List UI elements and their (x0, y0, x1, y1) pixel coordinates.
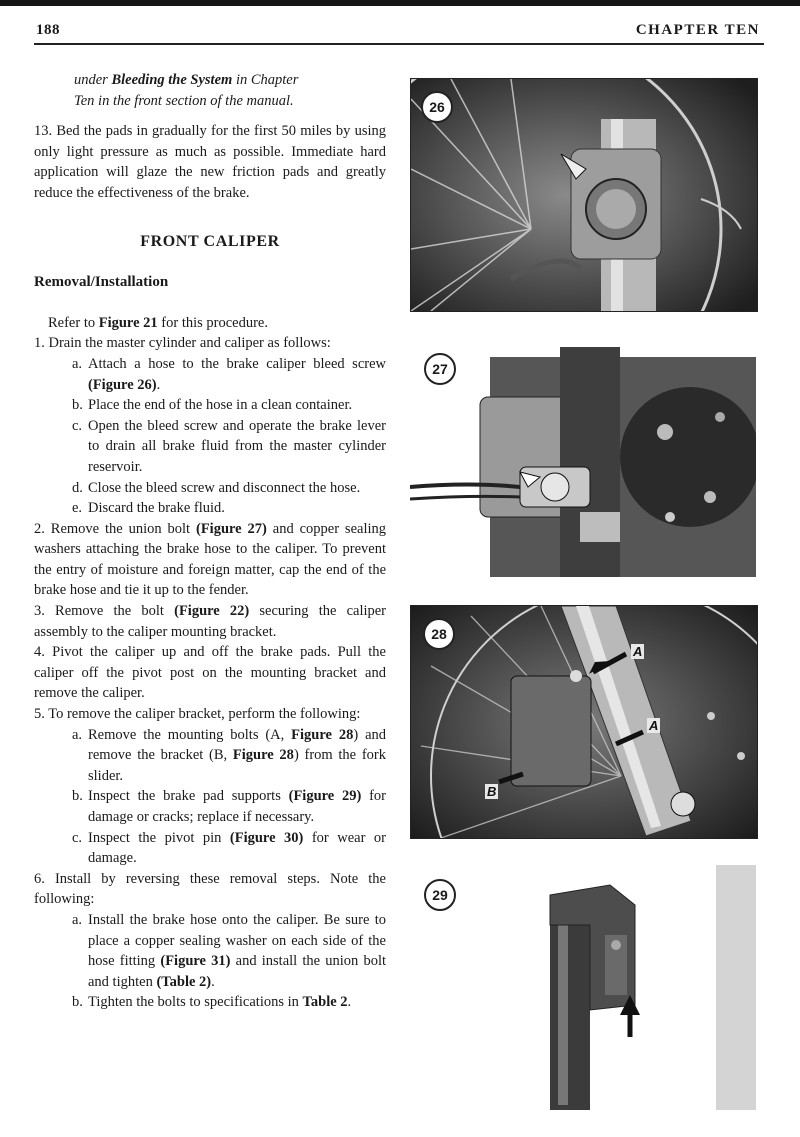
header-rule (34, 43, 764, 45)
step-1e: e. Discard the brake fluid. (72, 500, 225, 517)
figure-27-label: 27 (424, 353, 456, 385)
step-5: 5. To remove the caliper bracket, perform the following: (34, 706, 361, 723)
figure-29-label: 29 (424, 879, 456, 911)
figure-29-photo (410, 865, 756, 1110)
step-5c: c. Inspect the pivot pin (Figure 30) for wear or damage. (72, 829, 386, 867)
callout-a-upper: A (633, 644, 643, 659)
step-1b: b. Place the end of the hose in a clean container. (72, 397, 353, 414)
step-1: 1. Drain the master cylinder and caliper as follows: (34, 335, 331, 352)
step-3: 3. Remove the bolt (Figure 22) securing the caliper assembly to the caliper mounting bracket. (34, 603, 387, 640)
step-5b: b. Inspect the brake pad supports (Figure 29) for damage or cracks; replace if necessary. (72, 788, 386, 825)
subheading: Removal/Installation (34, 274, 169, 291)
figure-27-photo (410, 337, 756, 577)
page-number: 188 (36, 22, 60, 38)
step-6: 6. Install by reversing these removal steps. Note the following: (34, 870, 386, 908)
figure-28-label: 28 (423, 618, 455, 650)
figure-28-photo (410, 605, 758, 839)
step-6b: b. Tighten the bolts to specifications in Table 2. (72, 994, 352, 1011)
text-column (34, 70, 386, 1013)
callout-a-lower: A (649, 718, 659, 733)
step-1a: a. Attach a hose to the brake caliper bleed screw (Figure 26). (72, 355, 386, 393)
callout-b: B (487, 784, 497, 799)
section-title: FRONT CALIPER (140, 232, 280, 250)
step-5a: a. Remove the mounting bolts (A, Figure 28) and remove the bracket (B, Figure 28) from the fork slider. (72, 726, 387, 784)
chapter-header: CHAPTER TEN (635, 22, 760, 38)
continued-text: under Bleeding the System in Chapter Ten in the front section of the manual. (74, 72, 299, 109)
step-1c: c. Open the bleed screw and operate the brake lever to drain all brake fluid from the master cylinder reservoir. (72, 417, 386, 475)
step-6a: a. Install the brake hose onto the caliper. Be sure to place a copper sealing washer on each side of the hose fitting (Figure 31) and install the union bolt and tighten (Table 2). (72, 911, 386, 990)
top-border (0, 0, 800, 6)
step-13: 13. Bed the pads in gradually for the first 50 miles by using only light pressure as much as possible. Immediate hard application will glaze the new friction pads and greatly reduce the effectiveness of the brake. (34, 123, 386, 201)
step-4: 4. Pivot the caliper up and off the brake pads. Pull the caliper off the pivot post on the mounting bracket and remove the caliper. (34, 644, 386, 702)
figure-26-label: 26 (421, 91, 453, 123)
figure-26-photo (410, 78, 758, 312)
intro-paragraph: Refer to Figure 21 for this procedure. (48, 314, 268, 331)
step-2: 2. Remove the union bolt (Figure 27) and copper sealing washers attaching the brake hose to the caliper. To prevent the entry of moisture and foreign matter, cap the end of the brake hose and tie it up to the fender. (34, 520, 387, 599)
step-1d: d. Close the bleed screw and disconnect the hose. (72, 479, 361, 496)
